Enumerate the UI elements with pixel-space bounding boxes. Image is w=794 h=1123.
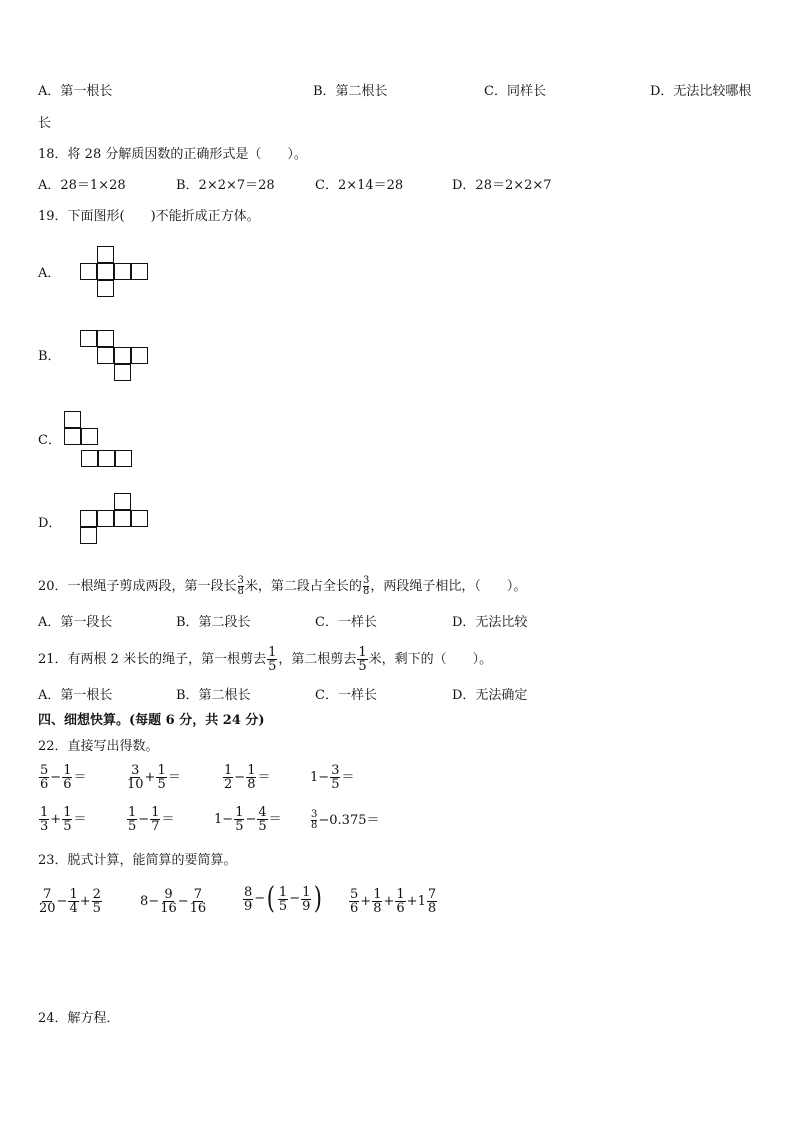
q24-stem: 24．解方程． [38,1011,120,1026]
q21-fraction-1: $\frac{1}{5}$ [268,645,277,674]
q22-expr-7: 1 − $\frac{1}{5}$ − $\frac{4}{5}$ ＝ [214,805,282,834]
q23-expr-2: 8 − $\frac{9}{16}$ − $\frac{7}{16}$ [140,887,207,916]
q22-expr-2: $\frac{3}{10}$ + $\frac{1}{5}$ ＝ [127,763,181,792]
q18-option-c: C．2×14＝28 [315,178,404,193]
q21-fraction-2: $\frac{1}{5}$ [358,645,367,674]
q21-option-a: A．第一根长 [38,688,113,703]
q18-option-b: B．2×2×7＝28 [176,178,275,193]
q20-fraction-1: $\frac{3}{8}$ [237,575,244,597]
q22-expr-8: $\frac{3}{8}$ −0.375＝ [311,809,380,831]
q20-stem-part1: 20．一根绳子剪成两段，第一段长 [38,579,237,594]
q17-option-c: C．同样长 [484,84,546,99]
q20-option-a: A．第一段长 [38,615,113,630]
q22-expr-1: $\frac{5}{6}$ − $\frac{1}{6}$ ＝ [40,763,87,792]
q22-expr-5: $\frac{1}{3}$ + $\frac{1}{5}$ ＝ [40,805,87,834]
q21-option-c: C．一样长 [315,688,377,703]
q18-stem: 18．将 28 分解质因数的正确形式是（ ）。 [38,147,307,162]
q23-stem: 23．脱式计算，能简算的要简算。 [38,853,237,868]
q18-option-a: A．28＝1×28 [38,178,126,193]
q21-option-b: B．第二根长 [176,688,251,703]
q22-expr-3: $\frac{1}{2}$ − $\frac{1}{8}$ ＝ [224,763,271,792]
q21-stem-part1: 21．有两根 2 米长的绳子，第一根剪去 [38,652,267,667]
q22-expr-4: 1 − $\frac{3}{5}$ ＝ [310,763,355,792]
q20-stem-part3: ，两段绳子相比，（ ）。 [370,579,527,594]
q22-expr-6: $\frac{1}{5}$ − $\frac{1}{7}$ ＝ [128,805,175,834]
q23-expr-1: $\frac{7}{20}$ − $\frac{1}{4}$ + $\frac{2}{5}$ [39,887,101,916]
q19-stem: 19．下面图形( )不能折成正方体。 [38,209,260,224]
q21-stem-part2: ，第二根剪去 [278,652,357,667]
q19-label-c: C． [38,433,61,448]
q17-option-a: A．第一根长 [38,84,113,99]
q19-label-a: A． [38,266,61,281]
q19-label-d: D． [38,516,62,531]
q20-option-b: B．第二段长 [176,615,251,630]
q20-option-c: C．一样长 [315,615,377,630]
q21-option-d: D．无法确定 [452,688,528,703]
q23-expr-3: $\frac{8}{9}$ − ( $\frac{1}{5}$ − $\frac{1}{9}$ ) [244,881,323,916]
q18-option-d: D．28＝2×2×7 [452,178,552,193]
q20-option-d: D．无法比较 [452,615,528,630]
q20-stem-part2: 米，第二段占全长的 [244,579,362,594]
q17-option-d: D．无法比较哪根 [650,84,752,99]
q22-stem: 22．直接写出得数。 [38,739,159,754]
q20-fraction-2: $\frac{3}{8}$ [362,575,370,597]
q23-expr-4: $\frac{5}{6}$ + $\frac{1}{8}$ + $\frac{1}{6}$ + 1 $\frac{7}{8}$ [350,887,437,916]
q21-stem [38,646,492,674]
q17-option-d-wrap: 长 [38,116,52,131]
q17-option-b: B．第二根长 [313,84,388,99]
q20-stem [38,574,526,600]
section-4-title: 四、细想快算。(每题 6 分，共 24 分) [38,713,265,728]
q19-label-b: B． [38,349,61,364]
q21-stem-part3: 米，剩下的（ ）。 [368,652,493,667]
